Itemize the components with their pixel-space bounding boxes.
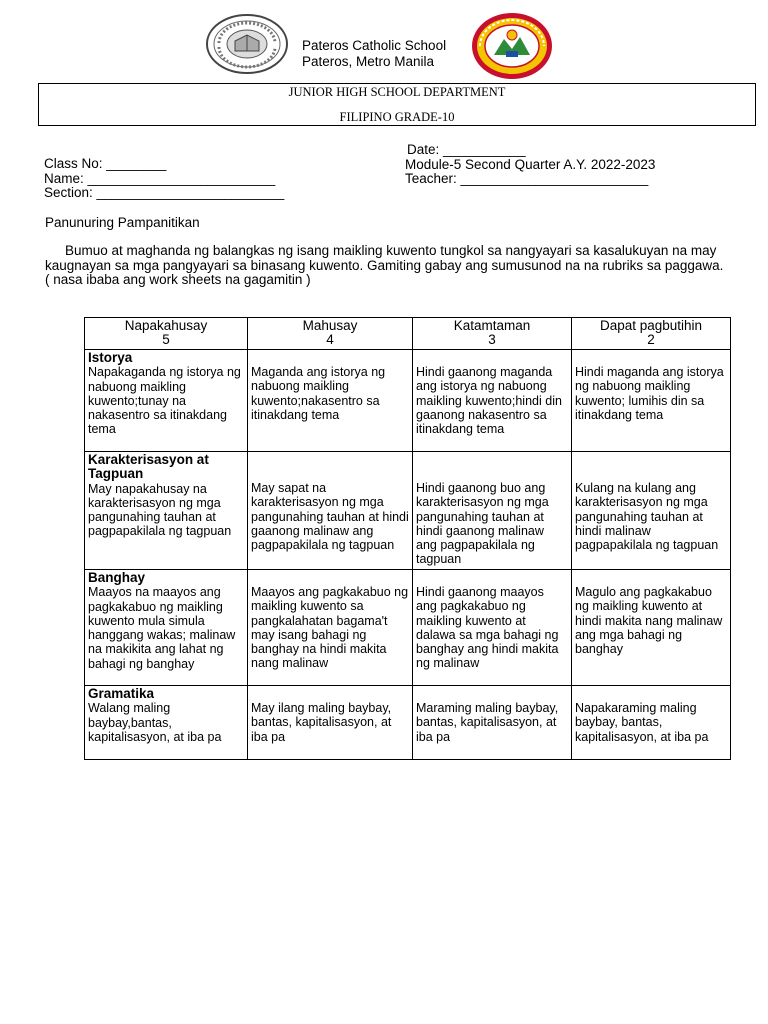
rubric-cell [248,350,413,452]
rubric-level-score: 4 [326,332,334,347]
department-title: JUNIOR HIGH SCHOOL DEPARTMENT [288,85,506,99]
rubric-header-cell [413,318,572,350]
section-title: Panunuring Pampanitikan [45,215,200,230]
rubric-cell [413,452,572,570]
rubric-cell [248,686,413,760]
rubric-row-gramatika [85,686,731,760]
rubric-level-score: 5 [162,332,170,347]
rubric-cell [572,350,731,452]
grade-title: FILIPINO GRADE-10 [339,110,455,124]
info-left [44,157,284,201]
instructions-paragraph: Bumuo at maghanda ng balangkas ng isang maikling kuwento tungkol sa nangyayari sa kasalukuyan na may kaugnayan sa mga pangyayari sa binasang kuwento. Gamiting gabay ang sumusunod na na rubriks sa paggawa. ( nasa ibaba ang work sheets na gagamitin ) [45,243,724,287]
rubric-cell-text: Maayos ang pagkakabuo ng maikling kuwento sa pangkalahatan bagama't may isang bahagi ng banghay na hindi makita nang malinaw [251,585,409,671]
rubric-cell-text: Maayos na maayos ang pagkakabuo ng maikling kuwento mula simula hanggang wakas; malinaw na makikita ang lahat ng bahagi ng banghay [88,585,236,671]
rubric-cell [572,686,731,760]
rubric-header-cell [572,318,731,350]
class-no-field: Class No: ________ [44,156,167,171]
school-seal-logo [205,13,289,75]
rubric-cell-text: Walang maling baybay,bantas, kapitalisasyon, at iba pa [88,701,222,744]
rubric-cell-text: Hindi maganda ang istorya ng nabuong maikling kuwento; lumihis din sa itinakdang tema [575,365,724,422]
rubric-cell [413,350,572,452]
rubric-cell [413,570,572,686]
rubric-level-label: Dapat pagbutihin [599,318,703,333]
rubric-criterion: Banghay [88,570,146,585]
rubric-cell-text: Hindi gaanong maganda ang istorya ng nabuong maikling kuwento;hindi din gaanong nakasentro sa itinakdang tema [416,365,562,437]
rubric-header-row [85,318,731,350]
date-field: Date: ___________ [407,142,526,157]
section-field: Section: _________________________ [44,185,285,200]
rubric-cell-text: Napakaganda ng istorya ng nabuong maikling kuwento;tunay na nakasentro sa itinakdang tema [88,365,241,437]
name-field: Name: _________________________ [44,170,276,186]
rubric-cell-text: Hindi gaanong maayos ang pagkakabuo ng maikling kuwento at dalawa sa mga bahagi ng banghay ang hindi makita ng malinaw [416,585,559,671]
rubric-level-label: Mahusay [302,318,358,333]
rubric-row-istorya [85,350,731,452]
rubric-cell-text: Hindi gaanong buo ang karakterisasyon ng mga pangunahing tauhan at hindi gaanong malinaw ang pagpapakilala ng tagpuan [416,481,549,567]
rubric-criterion: Karakterisasyon at Tagpuan [88,452,209,482]
rubric-level-label: Napakahusay [124,318,208,333]
rubric-row-karakterisasyon [85,452,731,570]
rubric-cell [572,570,731,686]
rubric-cell [248,452,413,570]
rubric-cell [572,452,731,570]
rubric-header-cell [85,318,248,350]
rubric-cell [413,686,572,760]
rubric-cell [85,686,248,760]
rubric-table [84,317,731,760]
school-name: Pateros Catholic School [302,38,447,53]
rubric-cell-text: May napakahusay na karakterisasyon ng mga pangunahing tauhan at pagpapakilala ng tagpuan [88,481,232,539]
rubric-cell-text: May ilang maling baybay, bantas, kapitalisasyon, at iba pa [251,701,392,744]
rubric-cell [85,452,248,570]
rubric-level-label: Katamtaman [453,318,531,333]
rubric-level-score: 2 [647,332,655,347]
department-box [38,83,756,126]
rubric-cell-text: May sapat na karakterisasyon ng mga pangunahing tauhan at hindi gaanong malinaw ang pagpapakilala ng tagpuan [251,481,409,553]
rubric-cell [85,350,248,452]
school-address: Pateros, Metro Manila [302,54,435,69]
rubric-cell-text: Maganda ang istorya ng nabuong maikling kuwento;nakasentro sa itinakdang tema [251,365,386,422]
rubric-cell-text: Magulo ang pagkakabuo ng maikling kuwento at hindi makita nang malinaw ang mga bahagi ng banghay [575,585,723,657]
rubric-cell [248,570,413,686]
rubric-cell-text: Maraming maling baybay, bantas, kapitalisasyon, at iba pa [416,701,559,744]
rubric-criterion: Gramatika [88,686,155,701]
info-right [405,143,655,187]
school-header [302,38,446,70]
rubric-cell-text: Napakaraming maling baybay, bantas, kapitalisasyon, at iba pa [575,701,709,744]
rubric-level-score: 3 [488,332,496,347]
teacher-field: Teacher: _________________________ [405,171,649,186]
rubric-criterion: Istorya [88,350,133,365]
rubric-cell [85,570,248,686]
rubric-header-cell [248,318,413,350]
module-field: Module-5 Second Quarter A.Y. 2022-2023 [405,156,656,172]
school-color-seal-logo [470,11,554,81]
rubric-cell-text: Kulang na kulang ang karakterisasyon ng mga pangunahing tauhan at hindi malinaw pagpapakilala ng tagpuan [575,481,719,553]
rubric-row-banghay [85,570,731,686]
